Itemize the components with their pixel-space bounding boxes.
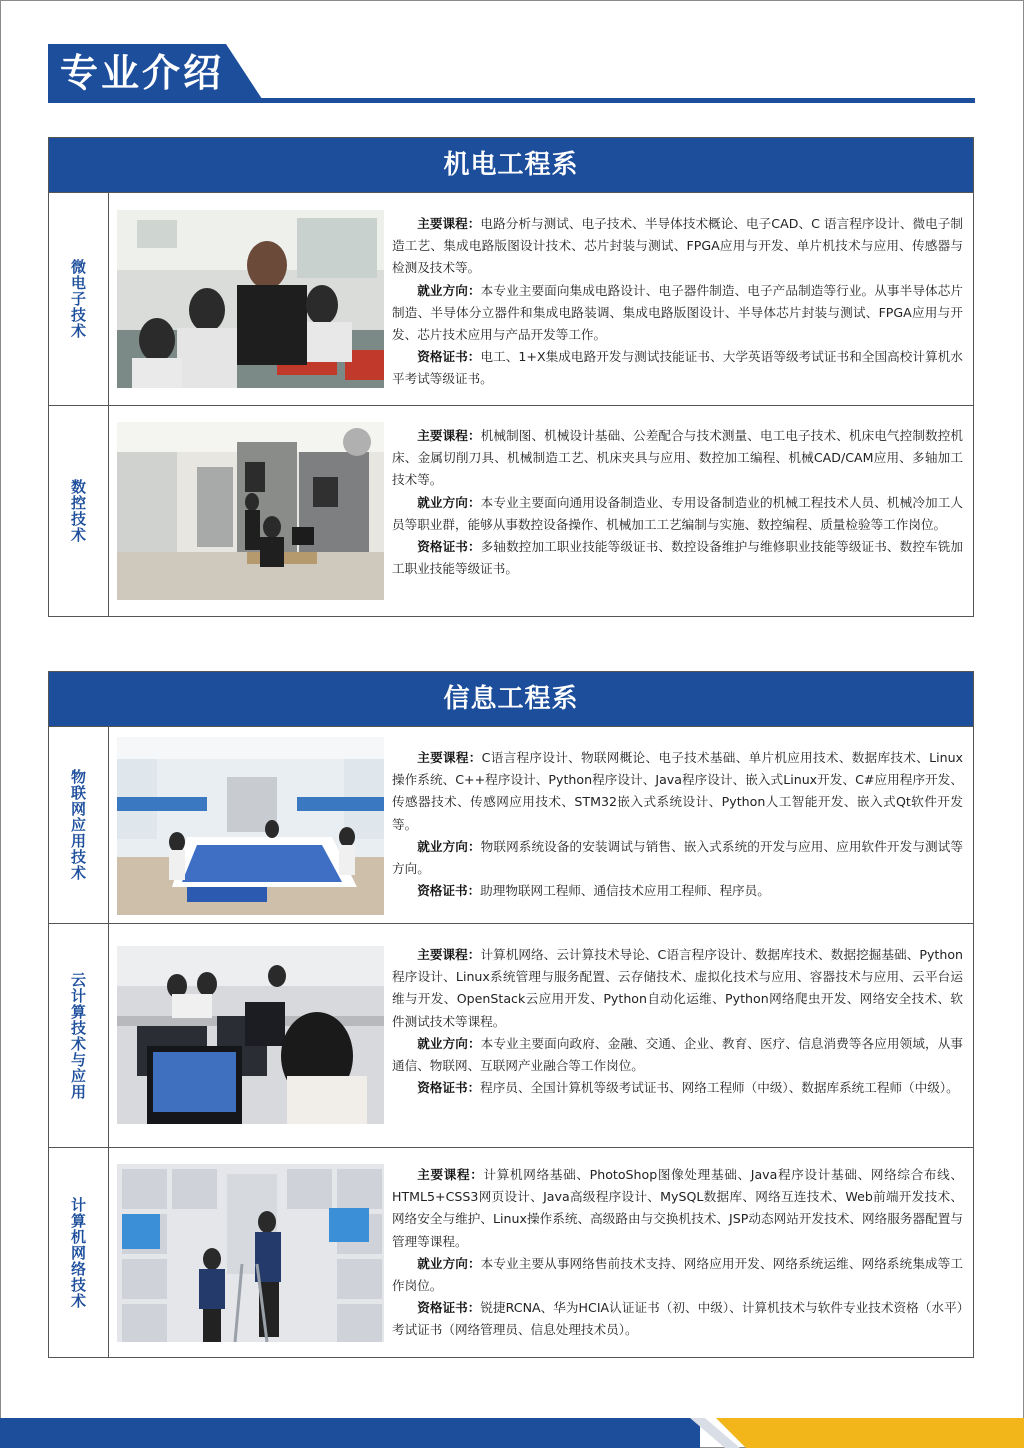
jobs-label: 就业方向： [417,1035,481,1051]
courses-paragraph [392,213,963,280]
major-description [392,1164,963,1342]
major-name-cell [49,1148,109,1357]
certs-text: 电工、1+X集成电路开发与测试技能证书、大学英语等级考试证书和全国高校计算机水平考试等级证书。 [392,349,963,387]
certs-label: 资格证书： [417,349,481,365]
jobs-text: 物联网系统设备的安装调试与销售、嵌入式系统的开发与应用、应用软件开发与测试等方向。 [392,838,964,877]
certs-label: 资格证书： [417,1080,481,1096]
major-description [392,944,963,1099]
header-underline [48,98,975,103]
major-name-cell [49,193,109,405]
jobs-text: 本专业主要面向集成电路设计、电子器件制造、电子产品制造等行业。从事半导体芯片制造、半导体分立器件和集成电路装调、集成电路版图设计、半导体芯片封装与测试、FPGA应用与开发、芯片技术应用与产品开发等工作。 [392,282,964,343]
major-photo [117,422,384,600]
courses-label: 主要课程： [417,428,481,443]
major-description [392,747,963,902]
jobs-paragraph [392,492,963,536]
jobs-label: 就业方向： [417,494,481,510]
department-title: 信息工程系 [49,672,973,726]
major-photo [117,1164,384,1342]
certs-label: 资格证书： [417,883,481,899]
jobs-paragraph [392,836,963,880]
certs-text: 锐捷RCNA、华为HCIA认证证书（初、中级）、计算机技术与软件专业技术资格（水平）考试证书（网络管理员、信息处理技术员）。 [392,1300,963,1338]
certs-text: 程序员、全国计算机等级考试证书、网络工程师（中级）、数据库系统工程师（中级）。 [480,1080,959,1096]
courses-paragraph [392,747,963,836]
courses-label: 主要课程： [417,947,481,962]
major-row [49,1147,973,1357]
courses-paragraph [392,944,963,1033]
major-description [392,425,963,580]
page-title: 专业介绍 [60,51,225,95]
major-description [392,213,963,391]
major-name: 数控技术 [69,479,87,543]
courses-text: 电路分析与测试、电子技术、半导体技术概论、电子CAD、C 语言程序设计、微电子制造工艺、集成电路版图设计技术、芯片封装与测试、FPGA应用与开发、单片机技术与应用、传感器与检测及技术等。 [392,216,963,276]
jobs-label: 就业方向： [417,1255,481,1271]
major-name: 云计算技术与应用 [69,971,87,1100]
major-row [49,192,973,405]
jobs-text: 本专业主要从事网络售前技术支持、网络应用开发、网络系统运维、网络系统集成等工作岗位。 [392,1255,964,1294]
jobs-label: 就业方向： [417,838,481,854]
department-section [48,137,974,617]
major-name-cell [49,406,109,616]
courses-paragraph [392,425,963,492]
certs-paragraph [392,880,963,902]
jobs-paragraph [392,1253,963,1297]
certs-paragraph [392,536,963,580]
major-row [49,405,973,616]
jobs-paragraph [392,280,963,347]
department-section [48,671,974,1358]
major-photo [117,210,384,388]
courses-text: 机械制图、机械设计基础、公差配合与技术测量、电工电子技术、机床电气控制数控机床、金属切削刀具、机械制造工艺、机床夹具与应用、数控加工编程、机械CAD/CAM应用、多轴加工技术等。 [392,428,964,488]
major-row [49,923,973,1147]
certs-text: 多轴数控加工职业技能等级证书、数控设备维护与维修职业技能等级证书、数控车铣加工职业技能等级证书。 [392,539,964,577]
footer-band-yellow [716,1418,1024,1448]
major-name: 物联网应用技术 [69,769,87,881]
footer-band-blue [0,1418,700,1448]
courses-label: 主要课程： [417,216,481,231]
courses-label: 主要课程： [417,1167,484,1182]
jobs-text: 本专业主要面向政府、金融、交通、企业、教育、医疗、信息消费等各应用领域，从事通信、物联网、互联网产业融合等工作岗位。 [392,1035,964,1074]
jobs-text: 本专业主要面向通用设备制造业、专用设备制造业的机械工程技术人员、机械冷加工人员等职业群，能够从事数控设备操作、机械加工工艺编制与实施、数控编程、质量检验等工作岗位。 [392,494,964,532]
jobs-label: 就业方向： [417,282,481,298]
certs-label: 资格证书： [417,1300,481,1316]
major-row [49,726,973,923]
major-name: 计算机网络技术 [69,1196,87,1309]
major-photo [117,737,384,915]
department-title: 机电工程系 [49,138,973,192]
major-name: 微电子技术 [69,259,87,339]
courses-text: C语言程序设计、物联网概论、电子技术基础、单片机应用技术、数据库技术、Linux操作系统、C++程序设计、Python程序设计、Java程序设计、嵌入式Linux开发、C#应用程序开发、传感器技术、传感网应用技术、STM32嵌入式系统设计、Python人工智能开发、嵌入式Qt软件开发等。 [392,750,964,832]
major-photo [117,946,384,1124]
certs-paragraph [392,1297,963,1341]
certs-paragraph [392,1077,963,1099]
courses-text: 计算机网络、云计算技术导论、C语言程序设计、数据库技术、数据挖掘基础、Python程序设计、Linux系统管理与服务配置、云存储技术、虚拟化技术与应用、容器技术与应用、云平台运维与开发、OpenStack云应用开发、Python自动化运维、Python网络爬虫开发、网络安全技术、软件测试技术等课程。 [392,947,964,1029]
courses-label: 主要课程： [417,750,482,765]
certs-text: 助理物联网工程师、通信技术应用工程师、程序员。 [480,883,770,899]
jobs-paragraph [392,1033,963,1077]
certs-paragraph [392,346,963,390]
major-name-cell [49,924,109,1147]
major-name-cell [49,727,109,923]
certs-label: 资格证书： [417,539,481,555]
courses-text: 计算机网络基础、PhotoShop图像处理基础、Java程序设计基础、网络综合布线、HTML5+CSS3网页设计、Java高级程序设计、MySQL数据库、网络互连技术、Web前端开发技术、网络安全与维护、Linux操作系统、高级路由与交换机技术、JSP动态网站开发技术、网络服务器配置与管理等课程。 [392,1167,964,1249]
courses-paragraph [392,1164,963,1253]
